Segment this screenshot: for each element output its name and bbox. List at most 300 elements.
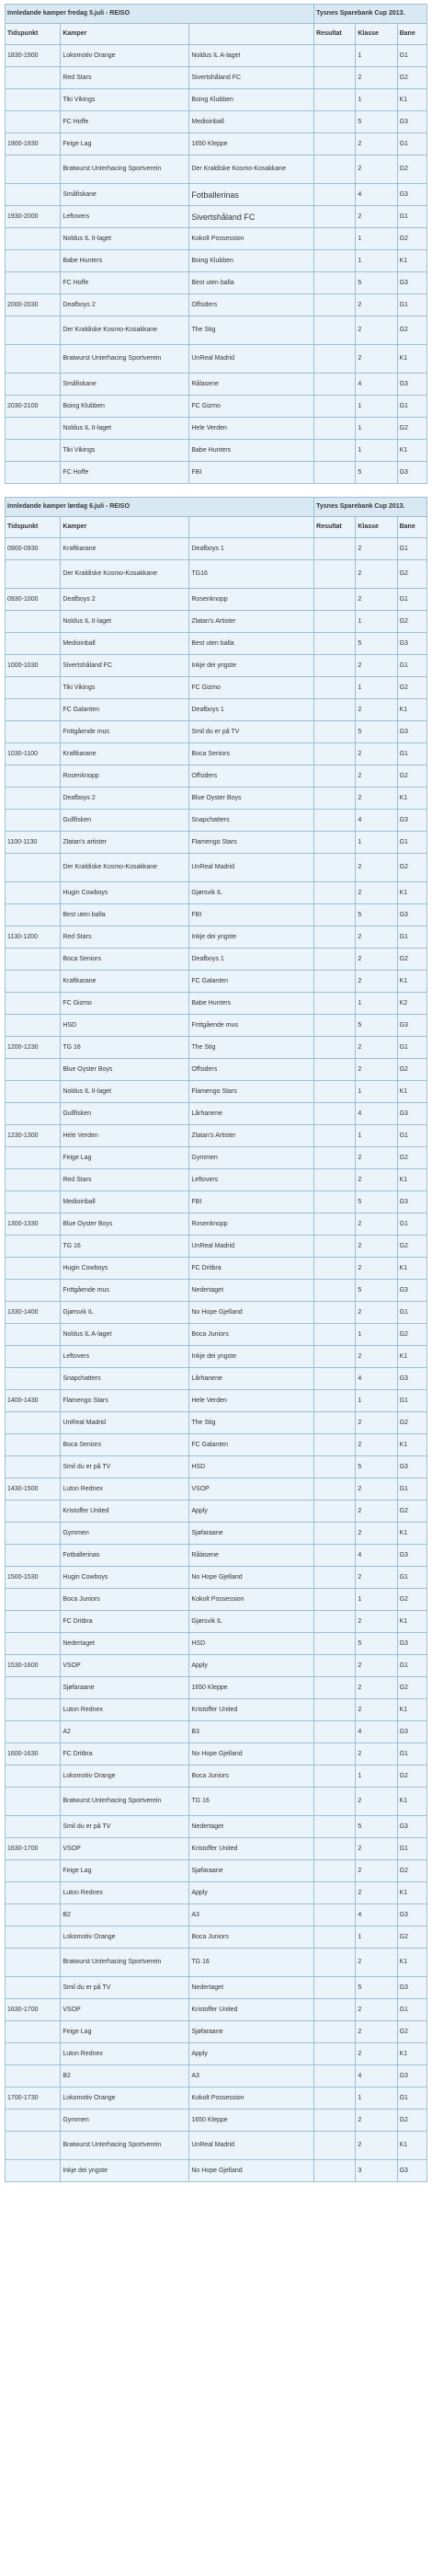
away-team: Gymmen [189, 1147, 314, 1169]
match-result [314, 45, 356, 67]
away-team: FBI [189, 904, 314, 926]
match-class: 5 [356, 1816, 397, 1838]
home-team: Deafboys 2 [61, 589, 189, 611]
match-field: G3 [397, 633, 426, 655]
match-result [314, 854, 356, 882]
match-field: K1 [397, 1081, 426, 1103]
match-time [6, 1236, 61, 1258]
away-team: FBI [189, 462, 314, 484]
away-team: Fotballerinas [189, 184, 314, 206]
table-row [6, 1324, 427, 1346]
match-field: K1 [397, 882, 426, 904]
away-team: Offsiders [189, 1059, 314, 1081]
match-field: G1 [397, 2087, 426, 2110]
home-team: VSOP [61, 1999, 189, 2021]
away-team: A3 [189, 1904, 314, 1926]
match-result [314, 1059, 356, 1081]
match-class: 4 [356, 1545, 397, 1567]
table-row [6, 462, 427, 484]
match-class: 1 [356, 993, 397, 1015]
away-team: Zlatan's Artister [189, 1125, 314, 1147]
match-class: 2 [356, 1169, 397, 1191]
home-team: VSOP [61, 1838, 189, 1860]
match-result [314, 1523, 356, 1545]
match-field: K1 [397, 1611, 426, 1633]
home-team: Småfiskane [61, 184, 189, 206]
match-time [6, 1926, 61, 1949]
match-time [6, 1949, 61, 1977]
saturday-schedule-table [5, 497, 427, 2182]
match-result [314, 1882, 356, 1904]
away-team: Flamengo Stars [189, 832, 314, 854]
match-class: 4 [356, 1103, 397, 1125]
table-row [6, 1633, 427, 1655]
match-field: G1 [397, 294, 426, 316]
home-team: FC Hoffe [61, 111, 189, 133]
match-field: G2 [397, 1677, 426, 1699]
match-class: 1 [356, 1390, 397, 1412]
match-result [314, 228, 356, 250]
match-field: G3 [397, 1368, 426, 1390]
match-class: 2 [356, 133, 397, 155]
cup-title: Tysnes Sparebank Cup 2013. [314, 498, 427, 517]
home-team: Luton Rednex [61, 1478, 189, 1501]
match-time [6, 316, 61, 345]
match-class: 2 [356, 67, 397, 89]
away-team: Sivertshåland FC [189, 67, 314, 89]
home-team: Tiki Vikings [61, 440, 189, 462]
match-time: 1130-1200 [6, 926, 61, 949]
match-result [314, 155, 356, 184]
table-row [6, 1838, 427, 1860]
match-class: 2 [356, 1147, 397, 1169]
match-class: 2 [356, 1434, 397, 1456]
match-time [6, 1103, 61, 1125]
away-team: UnReal Madrid [189, 854, 314, 882]
match-time [6, 854, 61, 882]
match-field: G2 [397, 1501, 426, 1523]
table-row [6, 1412, 427, 1434]
table-title-row [6, 498, 427, 517]
table-row [6, 1765, 427, 1788]
match-time: 1300-1330 [6, 1213, 61, 1236]
home-team: Feige Lag [61, 133, 189, 155]
table-row [6, 854, 427, 882]
match-result [314, 2021, 356, 2043]
match-class: 2 [356, 926, 397, 949]
match-result [314, 250, 356, 272]
match-result [314, 2065, 356, 2087]
match-result [314, 1302, 356, 1324]
match-time: 1400-1430 [6, 1390, 61, 1412]
match-result [314, 633, 356, 655]
match-class: 1 [356, 250, 397, 272]
match-class: 2 [356, 1302, 397, 1324]
match-field: G2 [397, 418, 426, 440]
away-team: Boing Klubben [189, 250, 314, 272]
match-field: G2 [397, 1147, 426, 1169]
match-class: 5 [356, 1456, 397, 1478]
table-row [6, 1434, 427, 1456]
table-row [6, 1501, 427, 1523]
home-team: TG 16 [61, 1037, 189, 1059]
match-result [314, 1633, 356, 1655]
away-team: A3 [189, 2065, 314, 2087]
match-result [314, 111, 356, 133]
match-time [6, 1633, 61, 1655]
match-field: G2 [397, 1324, 426, 1346]
home-team: Feige Lag [61, 1147, 189, 1169]
match-field: K1 [397, 1258, 426, 1280]
table-row [6, 765, 427, 788]
match-result [314, 971, 356, 993]
table-row [6, 1816, 427, 1838]
match-field: K1 [397, 250, 426, 272]
home-team: Feige Lag [61, 1860, 189, 1882]
match-result [314, 1567, 356, 1589]
match-time [6, 67, 61, 89]
match-field: G2 [397, 611, 426, 633]
match-field: K1 [397, 1788, 426, 1816]
column-headers [6, 517, 427, 538]
match-time [6, 374, 61, 396]
match-class: 2 [356, 949, 397, 971]
match-field: G1 [397, 1999, 426, 2021]
away-team: Deafboys 1 [189, 699, 314, 721]
match-field: G3 [397, 1103, 426, 1125]
away-team: 1650 Kleppe [189, 133, 314, 155]
match-class: 5 [356, 1191, 397, 1213]
match-class: 2 [356, 2132, 397, 2160]
away-team: Gjørsvik IL [189, 882, 314, 904]
match-field: G3 [397, 462, 426, 484]
match-result [314, 1258, 356, 1280]
home-team: Deafboys 2 [61, 788, 189, 810]
match-result [314, 993, 356, 1015]
match-result [314, 133, 356, 155]
away-team: Rosenknopp [189, 589, 314, 611]
away-team: Boca Juniors [189, 1324, 314, 1346]
table-spacer [5, 484, 427, 497]
match-result [314, 538, 356, 560]
home-team: Der Kraldiske Kosmo-Kosakkane [61, 854, 189, 882]
match-time [6, 1816, 61, 1838]
match-result [314, 1949, 356, 1977]
match-time: 1200-1230 [6, 1037, 61, 1059]
match-time [6, 699, 61, 721]
match-field: G2 [397, 1765, 426, 1788]
match-class: 1 [356, 611, 397, 633]
match-time [6, 345, 61, 374]
header-field: Bane [397, 517, 426, 538]
match-time: 1330-1400 [6, 1302, 61, 1324]
match-result [314, 1838, 356, 1860]
match-time: 1030-1100 [6, 743, 61, 765]
table-row [6, 1926, 427, 1949]
away-team: Boca Juniors [189, 1926, 314, 1949]
match-time [6, 904, 61, 926]
match-field: K1 [397, 345, 426, 374]
match-class: 2 [356, 1788, 397, 1816]
table-row [6, 538, 427, 560]
home-team: Rosenknopp [61, 765, 189, 788]
match-field: G2 [397, 765, 426, 788]
table-row [6, 272, 427, 294]
table-row [6, 1860, 427, 1882]
match-class: 2 [356, 1501, 397, 1523]
table-row [6, 206, 427, 228]
match-field: G3 [397, 1191, 426, 1213]
table-row [6, 1059, 427, 1081]
table-row [6, 2160, 427, 2182]
match-result [314, 1147, 356, 1169]
away-team: Lårhanene [189, 1368, 314, 1390]
match-class: 2 [356, 1999, 397, 2021]
match-field: G1 [397, 1390, 426, 1412]
header-opponent [189, 517, 314, 538]
table-row [6, 2087, 427, 2110]
match-class: 2 [356, 1059, 397, 1081]
home-team: Inkje dei yngste [61, 2160, 189, 2182]
away-team: Sjøfaraane [189, 2021, 314, 2043]
match-field: G1 [397, 926, 426, 949]
match-result [314, 1765, 356, 1788]
match-result [314, 655, 356, 677]
table-row [6, 1037, 427, 1059]
away-team: UnReal Madrid [189, 345, 314, 374]
home-team: Noldus IL II-laget [61, 1081, 189, 1103]
home-team: Nedertaget [61, 1633, 189, 1655]
table-row [6, 949, 427, 971]
home-team: Gymmen [61, 2110, 189, 2132]
match-class: 2 [356, 1236, 397, 1258]
home-team: Luton Rednex [61, 2043, 189, 2065]
table-row [6, 1788, 427, 1816]
home-team: Lokomotiv Orange [61, 1765, 189, 1788]
match-field: G1 [397, 396, 426, 418]
away-team: Sivertshåland FC [189, 206, 314, 228]
table-title: Innledande kamper lørdag 6.juli - REISO [6, 498, 314, 517]
match-field: G1 [397, 206, 426, 228]
away-team: Apply [189, 2043, 314, 2065]
match-class: 2 [356, 1860, 397, 1882]
match-result [314, 67, 356, 89]
away-team: No Hope Gjelland [189, 1567, 314, 1589]
match-class: 2 [356, 589, 397, 611]
match-field: G3 [397, 1545, 426, 1567]
table-row [6, 440, 427, 462]
match-result [314, 699, 356, 721]
match-time [6, 882, 61, 904]
match-class: 2 [356, 316, 397, 345]
match-time: 2030-2100 [6, 396, 61, 418]
match-result [314, 1816, 356, 1838]
match-field: K1 [397, 2043, 426, 2065]
match-class: 5 [356, 1015, 397, 1037]
table-row [6, 1103, 427, 1125]
match-time: 2000-2030 [6, 294, 61, 316]
home-team: Boca Seniors [61, 1434, 189, 1456]
home-team: Zlatan's artister [61, 832, 189, 854]
table-row [6, 1456, 427, 1478]
match-time [6, 1545, 61, 1567]
table-row [6, 67, 427, 89]
match-time: 1600-1630 [6, 1743, 61, 1765]
match-field: K1 [397, 1434, 426, 1456]
home-team: Bratwurst Unterhacing Sportverein [61, 1949, 189, 1977]
match-field: G3 [397, 1904, 426, 1926]
home-team: Gymmen [61, 1523, 189, 1545]
match-class: 2 [356, 560, 397, 589]
table-row [6, 1169, 427, 1191]
away-team: Babe Hunters [189, 440, 314, 462]
table-row [6, 1147, 427, 1169]
match-result [314, 1545, 356, 1567]
table-row [6, 2110, 427, 2132]
away-team: Leftovers [189, 1169, 314, 1191]
match-time [6, 2160, 61, 2182]
table-row [6, 560, 427, 589]
match-class: 2 [356, 538, 397, 560]
match-result [314, 1788, 356, 1816]
match-class: 1 [356, 228, 397, 250]
home-team: Tiki Vikings [61, 677, 189, 699]
table-row [6, 1977, 427, 1999]
match-field: G3 [397, 1977, 426, 1999]
match-class: 1 [356, 418, 397, 440]
match-result [314, 1501, 356, 1523]
match-result [314, 418, 356, 440]
away-team: B3 [189, 1721, 314, 1743]
match-time [6, 2021, 61, 2043]
match-field: G2 [397, 1860, 426, 1882]
match-field: G1 [397, 832, 426, 854]
match-time: 1700-1730 [6, 2087, 61, 2110]
away-team: Deafboys 1 [189, 538, 314, 560]
home-team: Noldus IL II-laget [61, 228, 189, 250]
table-row [6, 1882, 427, 1904]
table-row [6, 1699, 427, 1721]
table-row [6, 971, 427, 993]
header-result: Resultat [314, 517, 356, 538]
match-class: 1 [356, 1125, 397, 1147]
table-row [6, 2021, 427, 2043]
match-time [6, 1904, 61, 1926]
match-class: 2 [356, 1412, 397, 1434]
home-team: Kraftkarane [61, 538, 189, 560]
table-row [6, 926, 427, 949]
match-result [314, 926, 356, 949]
home-team: FC Hoffe [61, 272, 189, 294]
match-time [6, 1147, 61, 1169]
match-class: 4 [356, 2065, 397, 2087]
table-row [6, 1611, 427, 1633]
header-time: Tidspunkt [6, 517, 61, 538]
table-row [6, 316, 427, 345]
match-result [314, 1213, 356, 1236]
match-field: G2 [397, 155, 426, 184]
away-team: FC Gizmo [189, 677, 314, 699]
match-time [6, 1059, 61, 1081]
home-team: A2 [61, 1721, 189, 1743]
match-time [6, 1882, 61, 1904]
home-team: Smil du er på TV [61, 1456, 189, 1478]
match-time [6, 1412, 61, 1434]
match-class: 2 [356, 1258, 397, 1280]
match-time [6, 1501, 61, 1523]
away-team: Nedertaget [189, 1816, 314, 1838]
match-result [314, 1412, 356, 1434]
match-field: G2 [397, 1926, 426, 1949]
table-row [6, 1589, 427, 1611]
match-field: G2 [397, 1412, 426, 1434]
match-field: K1 [397, 699, 426, 721]
match-class: 2 [356, 882, 397, 904]
match-class: 2 [356, 1478, 397, 1501]
match-result [314, 2132, 356, 2160]
match-field: G2 [397, 560, 426, 589]
away-team: UnReal Madrid [189, 1236, 314, 1258]
home-team: Deafboys 2 [61, 294, 189, 316]
match-field: G3 [397, 2065, 426, 2087]
table-row [6, 345, 427, 374]
match-result [314, 721, 356, 743]
match-class: 5 [356, 462, 397, 484]
match-field: G2 [397, 2021, 426, 2043]
match-class: 5 [356, 1280, 397, 1302]
home-team: Red Stars [61, 926, 189, 949]
home-team: HSD [61, 1015, 189, 1037]
table-row [6, 1478, 427, 1501]
match-class: 4 [356, 1721, 397, 1743]
match-time [6, 2043, 61, 2065]
away-team: Zlatan's Artister [189, 611, 314, 633]
column-headers [6, 24, 427, 45]
match-result [314, 765, 356, 788]
match-result [314, 1977, 356, 1999]
match-time: 1530-1600 [6, 1655, 61, 1677]
match-time [6, 949, 61, 971]
away-team: Sjøfaraane [189, 1860, 314, 1882]
match-field: G3 [397, 1456, 426, 1478]
match-result [314, 206, 356, 228]
match-class: 2 [356, 345, 397, 374]
match-field: G1 [397, 538, 426, 560]
match-field: G3 [397, 184, 426, 206]
match-time [6, 1765, 61, 1788]
away-team: Medioinball [189, 111, 314, 133]
match-result [314, 589, 356, 611]
home-team: Luton Rednex [61, 1699, 189, 1721]
home-team: UnReal Madrid [61, 1412, 189, 1434]
table-title-row [6, 5, 427, 24]
match-field: G2 [397, 228, 426, 250]
match-class: 1 [356, 677, 397, 699]
match-field: G1 [397, 1478, 426, 1501]
table-row [6, 1999, 427, 2021]
home-team: Småfiskane [61, 374, 189, 396]
away-team: 1650 Kleppe [189, 2110, 314, 2132]
match-result [314, 462, 356, 484]
match-result [314, 1368, 356, 1390]
match-class: 1 [356, 1081, 397, 1103]
home-team: Noldus IL A-laget [61, 1324, 189, 1346]
match-result [314, 882, 356, 904]
match-time [6, 765, 61, 788]
match-class: 2 [356, 206, 397, 228]
away-team: Nedertaget [189, 1280, 314, 1302]
away-team: HSD [189, 1633, 314, 1655]
